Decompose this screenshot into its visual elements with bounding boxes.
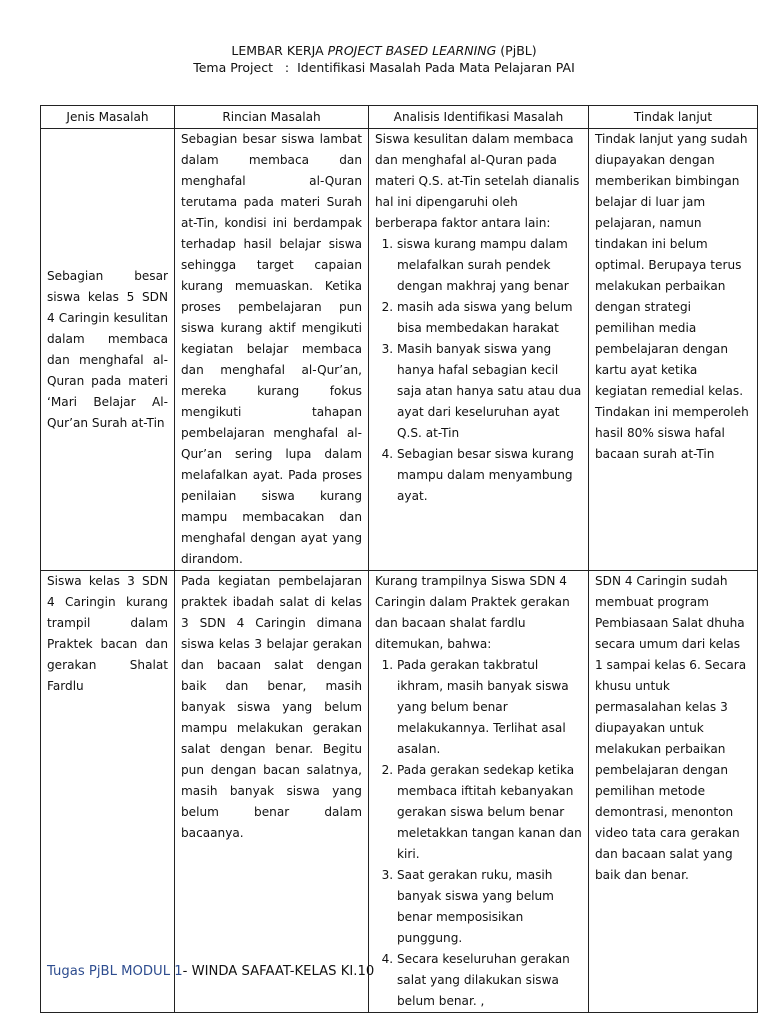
analisis-intro: Siswa kesulitan dalam membaca dan menghafal al-Quran pada materi Q.S. at-Tin setelah dianalis hal ini dipengaruhi oleh berberapa faktor antara lain:: [375, 132, 580, 230]
cell-analisis: [369, 129, 589, 571]
theme-value: Identifikasi Masalah Pada Mata Pelajaran PAI: [297, 60, 575, 75]
footer-text: - WINDA SAFAAT-KELAS KI.10: [182, 964, 375, 979]
analisis-intro: Kurang trampilnya Siswa SDN 4 Caringin dalam Praktek gerakan dan bacaan shalat fardlu ditemukan, bahwa:: [375, 574, 570, 651]
footer-label: Tugas PjBL MODUL 1: [47, 964, 183, 979]
cell-rincian-masalah: [175, 129, 369, 571]
theme-separator: :: [284, 60, 290, 75]
rincian-masalah-text: Sebagian besar siswa lambat dalam membaca dan menghafal al-Quran terutama pada materi Surah at-Tin, kondisi ini berdampak terhadap hasil belajar siswa sehingga target capaian kurang memuaskan. Ketika proses pembelajaran pun siswa kurang aktif mengikuti kegiatan belajar membaca dan menghafal al-Qur’an, mereka kurang fokus mengikuti tahapan pembelajaran menghafal al-Qur’an sering lupa dalam melafalkan ayat. Pada proses penilaian siswa kurang mampu membacakan dan menghafal dengan ayat yang dirandom.: [181, 132, 362, 566]
jenis-masalah-text: Siswa kelas 3 SDN 4 Caringin kurang trampil dalam Praktek bacan dan gerakan Shalat Fardlu: [47, 574, 168, 693]
list-item: 4. Sebagian besar siswa kurang mampu dalam menyambung ayat.: [397, 444, 582, 507]
analisis-list: [375, 234, 582, 507]
header-rincian-masalah: Rincian Masalah: [175, 106, 369, 129]
cell-tindak-lanjut: [589, 571, 758, 1013]
header-jenis-masalah: Jenis Masalah: [41, 106, 175, 129]
list-item: 1. siswa kurang mampu dalam melafalkan surah pendek dengan makhraj yang benar: [397, 234, 582, 297]
list-item: 3. Masih banyak siswa yang hanya hafal sebagian kecil saja atan hanya satu atau dua ayat dari keseluruhan ayat Q.S. at-Tin: [397, 339, 582, 444]
list-item: 4. Secara keseluruhan gerakan salat yang dilakukan siswa belum benar. ,: [397, 949, 582, 1012]
cell-jenis-masalah: [41, 571, 175, 1013]
cell-rincian-masalah: [175, 571, 369, 1013]
page-footer: [47, 964, 374, 979]
rincian-masalah-text: Pada kegiatan pembelajaran praktek ibadah salat di kelas 3 SDN 4 Caringin dimana siswa kelas 3 belajar gerakan dan bacaan salat dengan baik dan benar, masih banyak siswa yang belum mampu melakukan gerakan salat dengan benar. Begitu pun dengan bacan salatnya, masih banyak siswa yang belum benar dalam bacaanya.: [181, 574, 362, 840]
problem-analysis-table: [40, 105, 758, 1013]
list-item: 1. Pada gerakan takbratul ikhram, masih banyak siswa yang belum benar melakukannya. Terlihat asal asalan.: [397, 655, 582, 760]
document-header: [0, 42, 768, 76]
list-item: 3. Saat gerakan ruku, masih banyak siswa yang belum benar memposisikan punggung.: [397, 865, 582, 949]
title-suffix: (PjBL): [496, 43, 537, 58]
title-italic: PROJECT BASED LEARNING: [327, 43, 497, 58]
theme-label: Tema Project: [193, 60, 273, 75]
table-row: [41, 129, 758, 571]
list-item: 2. Pada gerakan sedekap ketika membaca iftitah kebanyakan gerakan siswa belum benar meletakkan tangan kanan dan kiri.: [397, 760, 582, 865]
table-header-row: [41, 106, 758, 129]
project-theme: [0, 59, 768, 76]
title-prefix: LEMBAR KERJA: [231, 43, 328, 58]
table-row: [41, 571, 758, 1013]
header-analisis: Analisis Identifikasi Masalah: [369, 106, 589, 129]
tindak-lanjut-text: Tindak lanjut yang sudah diupayakan dengan memberikan bimbingan belajar di luar jam pelajaran, namun tindakan ini belum optimal. Berupaya terus melakukan perbaikan dengan strategi pemilihan media pembelajaran dengan kartu ayat ketika kegiatan remedial kelas. Tindakan ini memperoleh hasil 80% siswa hafal bacaan surah at-Tin: [595, 132, 749, 461]
header-tindak-lanjut: Tindak lanjut: [589, 106, 758, 129]
jenis-masalah-text: Sebagian besar siswa kelas 5 SDN 4 Caringin kesulitan dalam membaca dan menghafal al-Quran pada materi ‘Mari Belajar Al-Qur’an Surah at-Tin: [47, 268, 168, 430]
tindak-lanjut-text: SDN 4 Caringin sudah membuat program Pembiasaan Salat dhuha secara umum dari kelas 1 sampai kelas 6. Secara khusu untuk permasalahan kelas 3 diupayakan untuk melakukan perbaikan pembelajaran dengan pemilihan metode demontrasi, menonton video tata cara gerakan dan bacaan salat yang baik dan benar.: [595, 574, 747, 882]
cell-jenis-masalah: [41, 129, 175, 571]
list-item: 2. masih ada siswa yang belum bisa membedakan harakat: [397, 297, 582, 339]
cell-analisis: [369, 571, 589, 1013]
document-title: [0, 42, 768, 59]
analisis-list: [375, 655, 582, 1012]
cell-tindak-lanjut: [589, 129, 758, 571]
